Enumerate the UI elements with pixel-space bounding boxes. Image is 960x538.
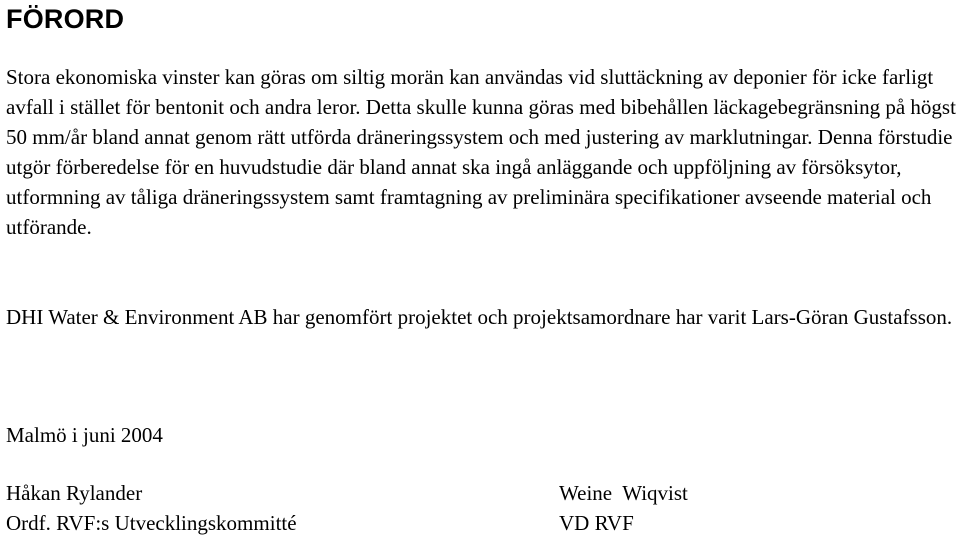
- place-date: Malmö i juni 2004: [6, 423, 163, 447]
- signatory-title: VD RVF: [559, 511, 634, 535]
- signatory-name: Håkan Rylander: [6, 481, 143, 505]
- project-paragraph: DHI Water & Environment AB har genomfört projektet och projektsamordnare har varit Lars-Göran Gustafsson.: [6, 305, 953, 329]
- document-page: [6, 0, 956, 535]
- signature-block-ceo: [559, 478, 688, 538]
- intro-paragraph: Stora ekonomiska vinster kan göras om siltig morän kan användas vid sluttäckning av deponier för icke farligt avfall i stället för bentonit och andra leror. Detta skulle kunna göras med bibehållen läckagebegränsning på högst 50 mm/år bland annat genom rätt utförda dräneringssystem och med justering av marklutningar. Denna förstudie utgör förberedelse för en huvudstudie där bland annat ska ingå anläggande och uppföljning av försöksytor, utformning av tåliga dräneringssystem samt framtagning av preliminära specifikationer avseende material och utförande.: [6, 65, 956, 239]
- signatory-title: Ordf. RVF:s Utvecklingskommitté: [6, 511, 297, 535]
- page-title: FÖRORD: [6, 4, 125, 34]
- signatory-name: Weine Wiqvist: [559, 481, 688, 505]
- signature-block-chair: [6, 478, 297, 538]
